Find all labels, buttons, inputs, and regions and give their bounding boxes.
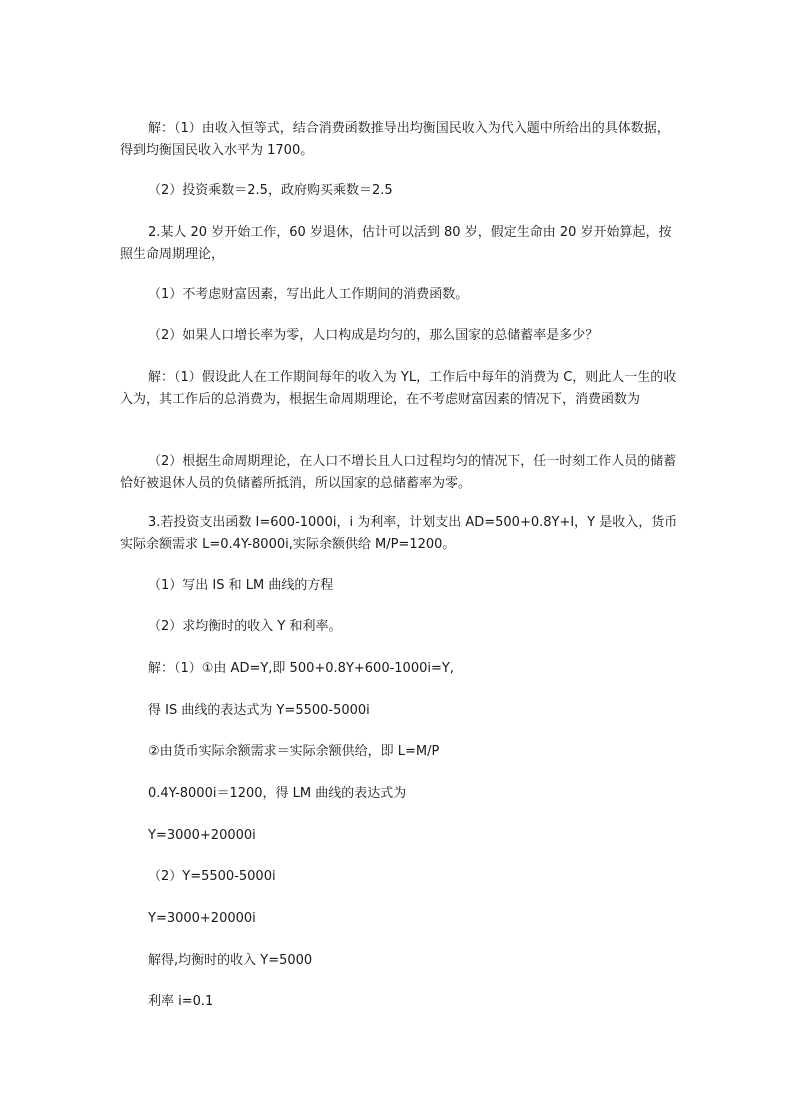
solution-3-part-2-eq-2: Y=3000+20000i [148, 911, 256, 926]
solution-1-part-2: （2）投资乘数＝2.5，政府购买乘数＝2.5 [148, 183, 393, 198]
question-3-part-2: （2）求均衡时的收入 Y 和利率。 [148, 619, 342, 634]
question-3-statement: 3.若投资支出函数 I=600-1000i，i 为利率，计划支出 AD=500+0.8Y+I，Y 是收入，货币实际余额需求 L=0.4Y-8000i,实际余额供给 M/P=1200。 [120, 515, 678, 552]
solution-3-lm-derivation: 0.4Y-8000i＝1200，得 LM 曲线的表达式为 [148, 786, 407, 801]
solution-3-lm-curve: Y=3000+20000i [148, 828, 256, 843]
question-3-part-1: （1）写出 IS 和 LM 曲线的方程 [148, 578, 334, 593]
solution-3-is-curve: 得 IS 曲线的表达式为 Y=5500-5000i [148, 703, 370, 718]
solution-2-part-1: 解：（1）假设此人在工作期间每年的收入为 YL，工作后中每年的消费为 C，则此人一生的收入为，其工作后的总消费为，根据生命周期理论，在不考虑财富因素的情况下，消费函数为 [120, 370, 677, 407]
solution-3-step-2: ②由货币实际余额需求＝实际余额供给，即 L=M/P [148, 744, 440, 759]
solution-3-step-1: 解：（1）①由 AD=Y,即 500+0.8Y+600-1000i=Y, [148, 661, 454, 676]
solution-3-interest-result: 利率 i=0.1 [148, 994, 214, 1009]
solution-3-income-result: 解得,均衡时的收入 Y=5000 [148, 953, 313, 968]
question-2-part-2: （2）如果人口增长率为零，人口构成是均匀的，那么国家的总储蓄率是多少？ [148, 328, 599, 343]
solution-2-part-2: （2）根据生命周期理论，在人口不增长且人口过程均匀的情况下，任一时刻工作人员的储蓄恰好被退休人员的负储蓄所抵消，所以国家的总储蓄率为零。 [120, 454, 677, 491]
solution-3-part-2-eq-1: （2）Y=5500-5000i [148, 869, 276, 884]
question-2-part-1: （1）不考虑财富因素，写出此人工作期间的消费函数。 [148, 287, 469, 302]
question-2-statement: 2.某人 20 岁开始工作，60 岁退休，估计可以活到 80 岁，假定生命由 20 岁开始算起，按照生命周期理论， [120, 225, 672, 262]
solution-1-part-1: 解：（1）由收入恒等式，结合消费函数推导出均衡国民收入为代入题中所给出的具体数据，得到均衡国民收入水平为 1700。 [120, 121, 670, 158]
